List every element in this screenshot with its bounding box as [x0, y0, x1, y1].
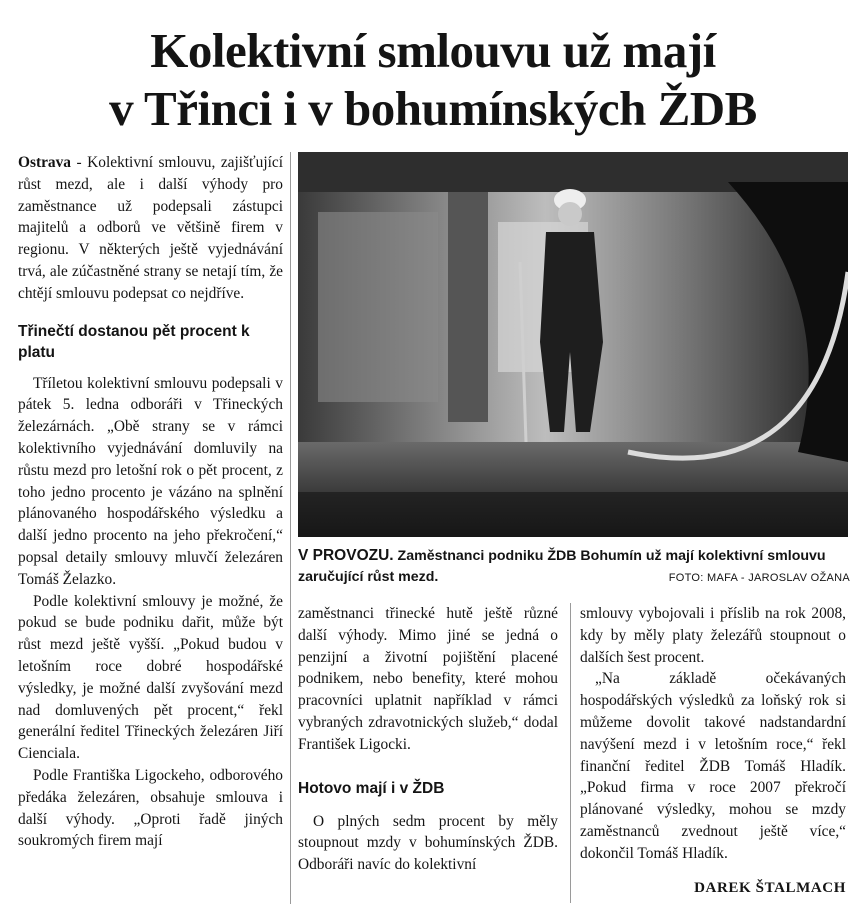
paragraph-3: Podle Františka Ligockeho, odborového předáka železáren, obsahuje smlouva i další výhody. „Oproti řadě jiných soukromých firem mají — [18, 766, 283, 850]
caption-text: Zaměstnanci podniku ŽDB Bohumín už mají kolektivní smlouvu zaručující růst mezd. — [298, 548, 826, 585]
intro-paragraph — [18, 152, 283, 305]
headline-line-2: v Třinci i v bohumínských ŽDB — [109, 81, 757, 136]
column-left — [18, 152, 283, 852]
column-middle — [298, 603, 558, 876]
news-photo — [298, 152, 848, 537]
dateline: Ostrava — [18, 154, 72, 171]
paragraph-6: smlouvy vybojovali i příslib na rok 2008, kdy by měly platy železářů stoupnout o dalších šest procent. — [580, 605, 846, 666]
headline-line-1: Kolektivní smlouvu už mají — [150, 23, 716, 78]
paragraph-2: Podle kolektivní smlouvy je možné, že pokud se bude podniku dařit, může být růst mezd ještě vyšší. „Pokud budou v letošním roce dobré hospodářské výsledky, je možné další zvyšování mezd nad domluvených pět procent,“ řekl generální ředitel Třineckých železáren Jiří Cienciala. — [18, 592, 283, 763]
paragraph-4: zaměstnanci třinecké hutě ještě různé další výhody. Mimo jiné se jedná o penzijní a životní pojištění placené podnikem, nebo benefity, které mohou pracovníci uplatnit například v rámci vybraných zdravotnických služeb,“ dodal František Ligocki. — [298, 605, 558, 753]
photo-credit: FOTO: MAFA - JAROSLAV OŽANA — [668, 572, 850, 584]
subhead-zdb: Hotovo mají i v ŽDB — [298, 779, 445, 797]
paragraph-5: O plných sedm procent by měly stoupnout mzdy v bohumínských ŽDB. Odboráři navíc do kolektivní — [298, 812, 558, 874]
paragraph-1: Tříletou kolektivní smlouvu podepsali v pátek 5. ledna odboráři v Třineckých železárnách. „Obě strany se v rámci kolektivního vyjednávání domluvily na růstu mezd pro letošní rok o pět procent, z toho jedno procento je vázáno na splnění plánovaného hospodářského výsledku a další jedno procento na jeho překročení,“ popsal detaily smlouvy mluvčí železáren Tomáš Želazko. — [18, 374, 283, 588]
column-divider-1 — [290, 152, 291, 904]
headline — [0, 22, 866, 138]
subhead-trinec: Třinečtí dostanou pět procent k platu — [18, 322, 250, 361]
column-divider-2 — [570, 603, 571, 903]
author-byline: DAREK ŠTALMACH — [694, 880, 846, 896]
column-right — [580, 603, 846, 865]
caption-kicker: V PROVOZU. — [298, 547, 394, 564]
paragraph-7: „Na základě očekávaných hospodářských výsledků za loňský rok si můžeme dovolit takové nadstandardní navýšení mezd i v letošním roce,“ řekl finanční ředitel ŽDB Tomáš Hladík. „Pokud firma v roce 2007 překročí plánované výsledky, mohou se mzdy zaměstnanců zvednout ještě více,“ dokončil Tomáš Hladík. — [580, 670, 846, 862]
intro-text: - Kolektivní smlouvu, zajišťující růst mezd, ale i další výhody pro zaměstnance už podepsali zástupci majitelů a odborů ve většině firem v regionu. V některých ještě vyjednávání trvá, ale zúčastněné strany se netají tím, že chtějí smlouvu podepsat co nejdříve. — [18, 154, 283, 302]
